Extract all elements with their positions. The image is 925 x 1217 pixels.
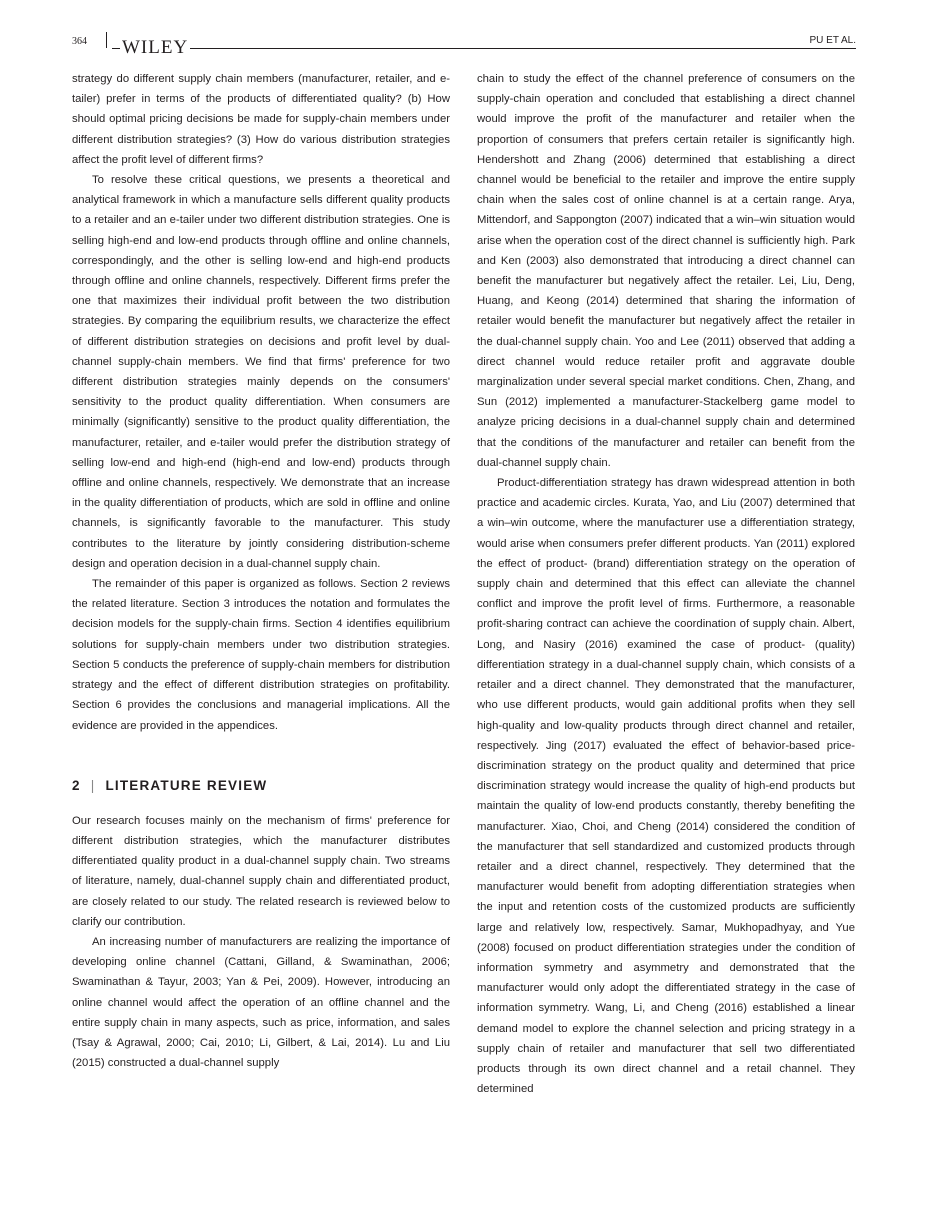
- header-rule: [112, 48, 856, 49]
- paragraph: To resolve these critical questions, we presents a theoretical and analytical framework in which a manufacture sells different quality products to a retailer and an e-tailer under two different distribution strategies. One is selling high-end and low-end products through offline and online channels, correspondingly, and the other is selling low-end and high-end products through offline and online channels, respectively. Different firms prefer the one that maximizes their individual profit between the two distribution strategies. By comparing the equilibrium results, we characterize the effect of different distribution strategies on decisions and profit level by dual-channel supply-chain members. We find that firms' preference for two different distribution strategies mainly depends on the consumers' sensitivity to the product quality differentiation. When consumers are minimally (significantly) sensitive to the product quality differentiation, the manufacturer, retailer, and e-tailer would prefer the distribution strategy of selling low-end and high-end (high-end and low-end) products through offline and online channels, respectively. We demonstrate that an increase in the quality differentiation of products, which are sold in offline and online channels, is significantly favorable to the manufacturer. This study contributes to the literature by jointly considering distribution-scheme design and operation decision in a dual-channel supply chain.: [72, 174, 450, 570]
- section-title: LITERATURE REVIEW: [105, 777, 268, 793]
- paragraph: An increasing number of manufacturers are realizing the importance of developing online channel (Cattani, Gilland, & Swaminathan, 2006; Swaminathan & Tayur, 2003; Yan & Pei, 2009). However, introducing an online channel would affect the operation of an offline channel and the entire supply chain in many aspects, such as price, information, and sales (Tsay & Agrawal, 2000; Cai, 2010; Li, Gilbert, & Lai, 2014). Lu and Liu (2015) constructed a dual-channel supply: [72, 935, 450, 1070]
- header-divider: [106, 32, 107, 48]
- paragraph: Our research focuses mainly on the mechanism of firms' preference for different distribution strategies, which the manufacturer distributes differentiated quality product in a dual-channel supply chain. Two streams of literature, namely, dual-channel supply chain and differentiated product, are closely related to our study. The related research is reviewed below to clarify our contribution.: [72, 814, 450, 928]
- page-number: 364: [72, 36, 87, 47]
- section-number: 2: [72, 777, 81, 793]
- paragraph: Product-differentiation strategy has drawn widespread attention in both practice and academic circles. Kurata, Yao, and Liu (2007) determined that a win–win outcome, where the manufacturer use a differentiation strategy, would arise when consumers prefer different products. Yan (2011) explored the effect of product- (brand) differentiation strategy on the operation of supply chain and determined that this effect can alleviate the channel conflict and improve the profit level of firms. Furthermore, a reasonable profit-sharing contract can achieve the coordination of supply chain. Albert, Long, and Nasiry (2016) examined the case of product- (quality) differentiation strategy in a dual-channel supply chain, which consists of a retailer and a direct channel. They demonstrated that the manufacturer, who use different products, would gain additional profits when they sell high-quality and low-quality products through direct channel and retailer, respectively. Jing (2017) evaluated the effect of behavior-based price-discrimination strategy on the product quality and determined that price discrimination strategy would increase the quality of high-end products but maintain the quality of low-end products constantly, thereby benefiting the manufacturer. Xiao, Choi, and Cheng (2014) considered the condition of the manufacturer that sell standardized and customized products through retailer and a direct channel, respectively. They determined that the manufacturer would benefit from adopting differentiation strategies when the input and retention costs of the customized products are sufficiently large and relatively low, respectively. Samar, Mukhopadhyay, and Yue (2008) focused on product differentiation strategies under the condition of information symmetry and asymmetry and demonstrated that the manufacturer would only adopt the differentiated strategy in the case of information symmetry. Wang, Li, and Cheng (2016) established a linear demand model to explore the channel selection and pricing strategy in a supply chain of retailer and manufacturer that sell two differentiated products through its own direct channel and a retail channel. They determined: [477, 477, 855, 1096]
- paragraph: strategy do different supply chain members (manufacturer, retailer, and e-tailer) prefer in terms of the products of differentiated quality? (b) How should optimal pricing decisions be made for supply-chain members under different distribution strategies? (3) How do various distribution strategies affect the profit level of different firms?: [72, 73, 450, 166]
- heading-separator: |: [90, 777, 96, 793]
- section-heading: [72, 776, 450, 796]
- running-head: PU ET AL.: [809, 35, 856, 46]
- paragraph: The remainder of this paper is organized as follows. Section 2 reviews the related literature. Section 3 introduces the notation and formulates the decision models for the supply-chain firms. Section 4 identifies equilibrium solutions for supply-chain members under two distribution strategies. Section 5 conducts the preference of supply-chain members for distribution strategy and the effect of different distribution strategies on profitability. Section 6 provides the conclusions and managerial implications. All the evidence are provided in the appendices.: [72, 578, 450, 732]
- right-column: [477, 69, 855, 1099]
- left-column: [72, 69, 450, 1073]
- publisher-logo: WILEY: [122, 37, 189, 58]
- paragraph: chain to study the effect of the channel preference of consumers on the supply-chain operation and concluded that establishing a direct channel would improve the profit of the manufacturer and retailer when the proportion of consumers that prefers certain retailer is significantly high. Hendershott and Zhang (2006) determined that establishing a direct channel would be beneficial to the retailer and improve the entire supply chain when the sales cost of online channel is at a certain range. Arya, Mittendorf, and Sappongton (2007) indicated that a win–win situation would arise when the operation cost of the direct channel is sufficiently high. Park and Ken (2003) also demonstrated that introducing a direct channel can benefit the manufacturer but negatively affect the retailer. Lei, Liu, Deng, Huang, and Keong (2014) determined that sharing the information of retailer would benefit the manufacturer but negatively affect the retailer in the dual-channel supply chain. Yoo and Lee (2011) observed that adding a direct channel would reduce retailer profit and aggravate double marginalization under several special market conditions. Chen, Zhang, and Sun (2012) implemented a manufacturer-Stackelberg game model to analyze pricing decisions in a dual-channel supply chain and determined that the conditions of the manufacturer and retailer can benefit from the dual-channel supply chain.: [477, 73, 855, 469]
